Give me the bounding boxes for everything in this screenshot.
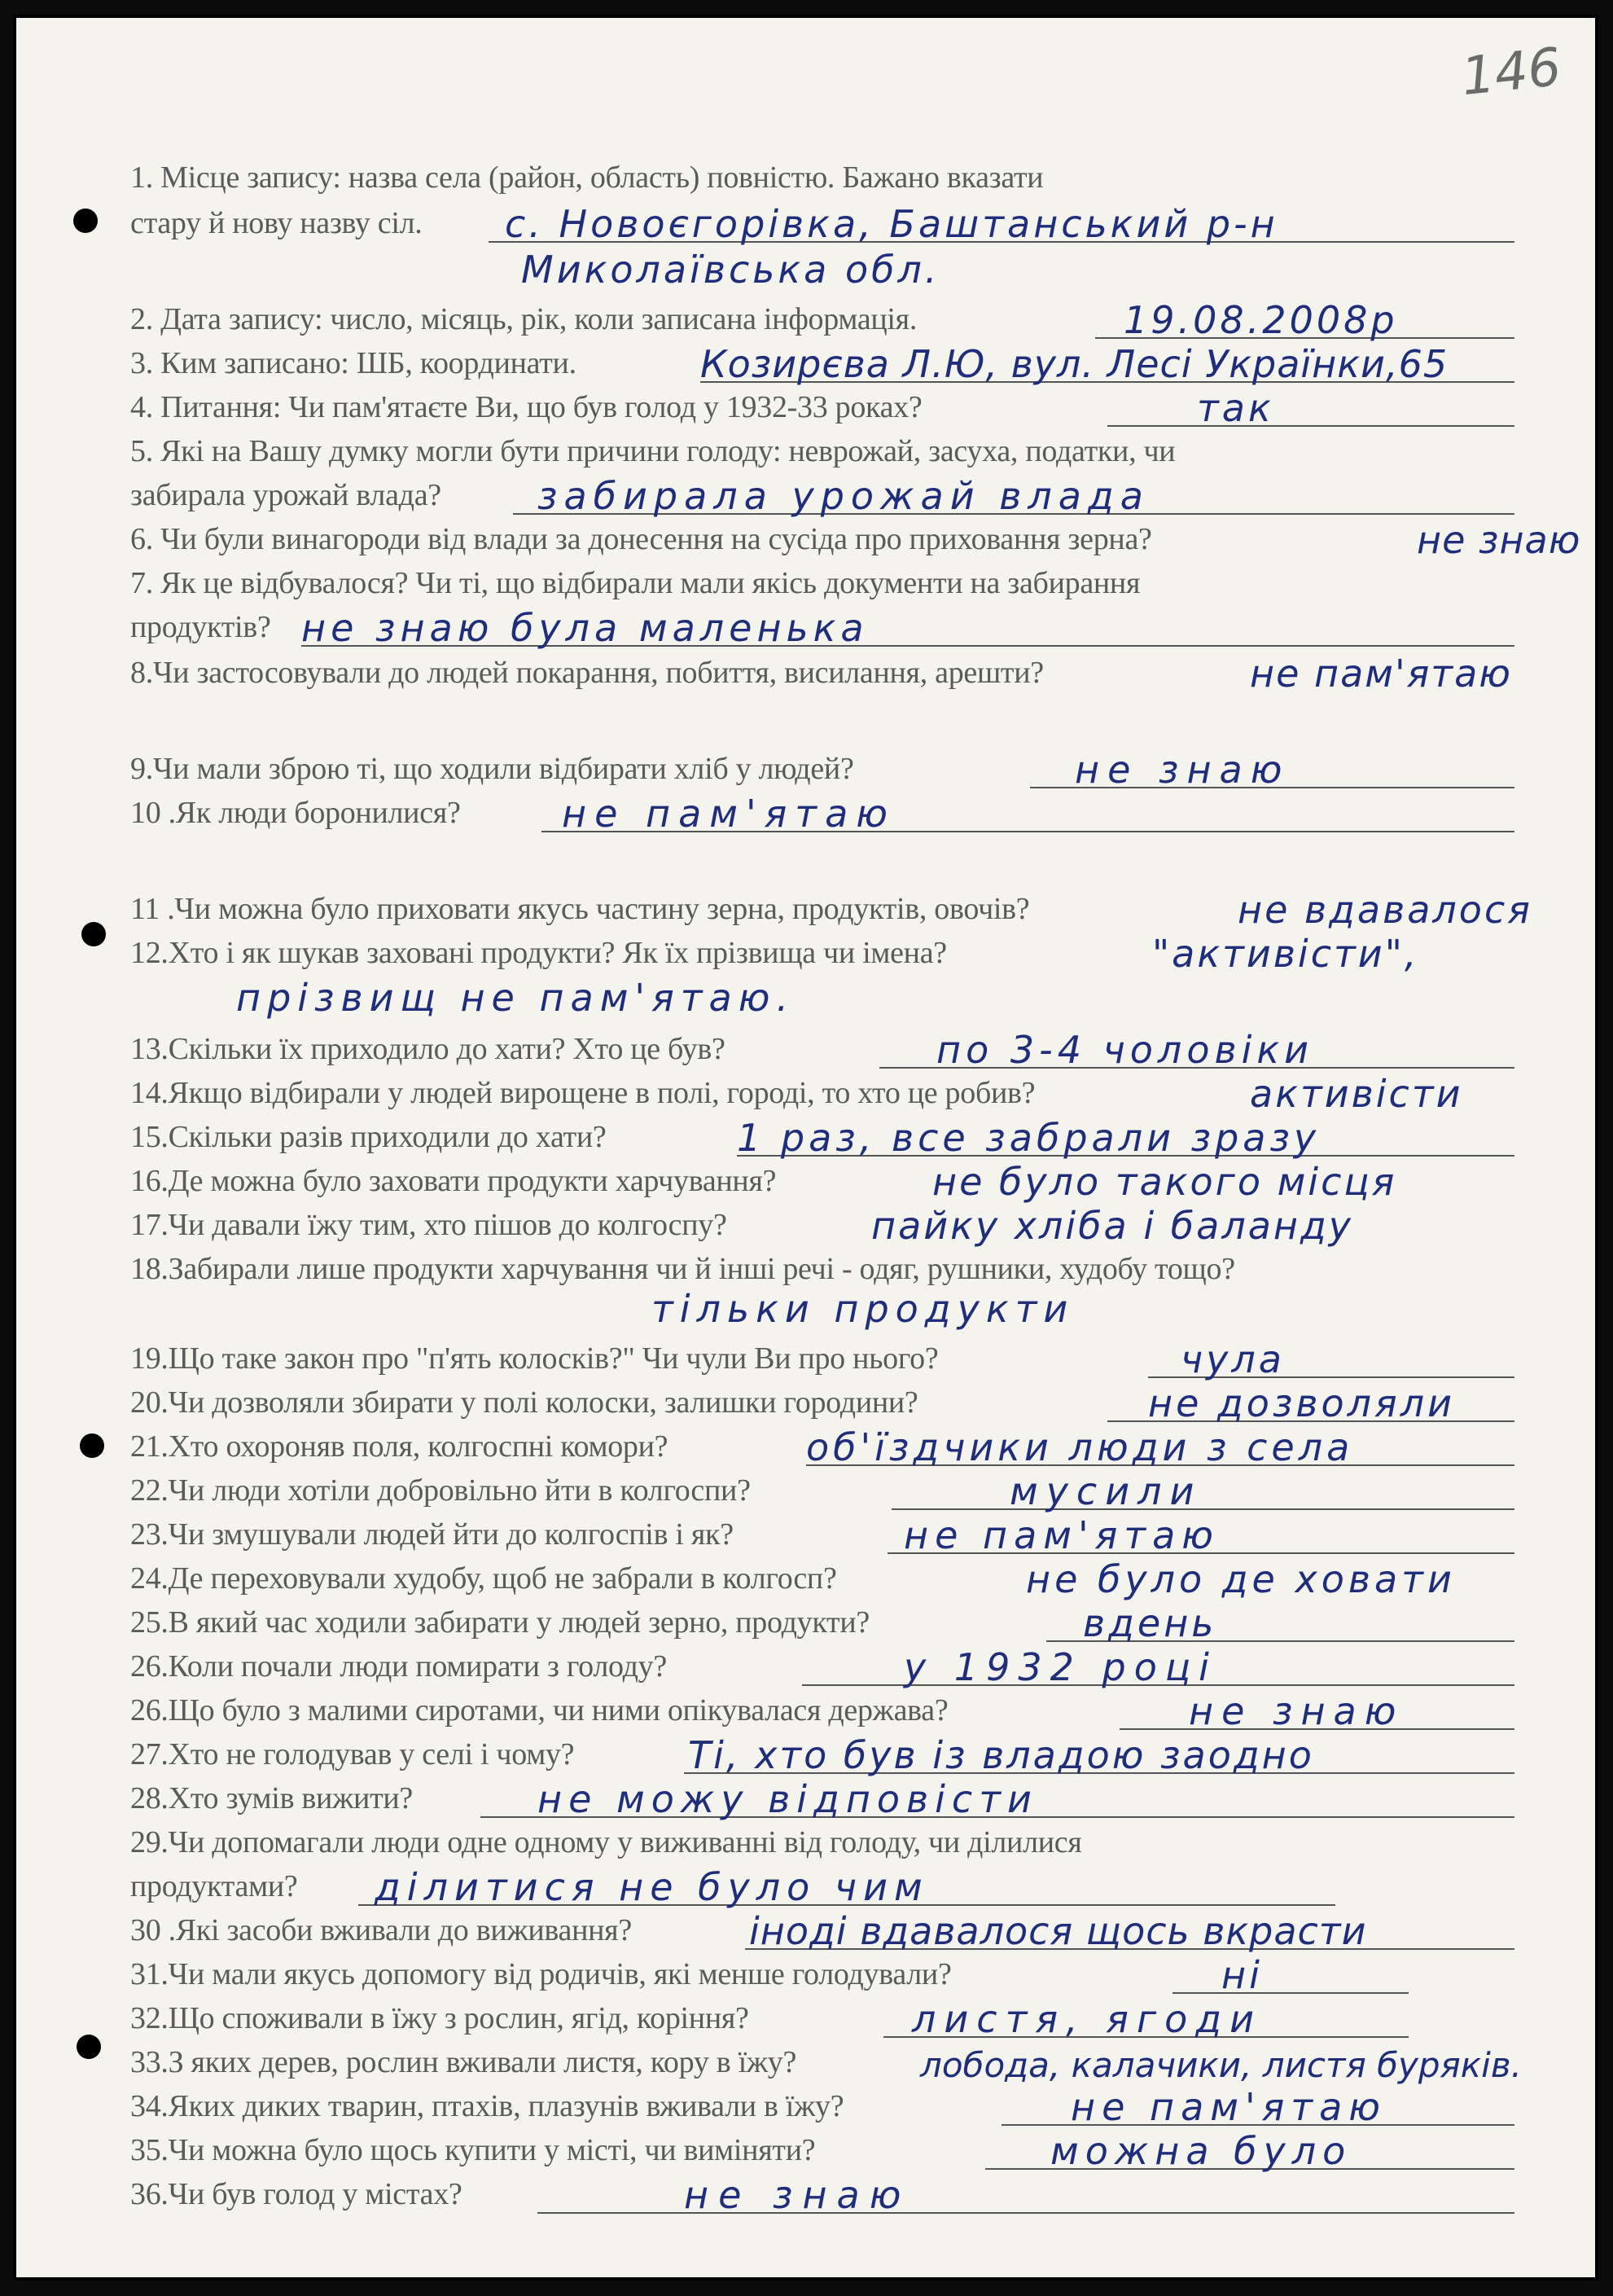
handwritten-answer: листя, ягоди	[912, 1997, 1262, 2041]
answer-line	[1107, 425, 1514, 427]
handwritten-answer: не знаю	[684, 2173, 911, 2217]
question-text: 27.Хто не голодував у селі і чому?	[130, 1737, 575, 1771]
question-text: 4. Питання: Чи пам'ятаєте Ви, що був голод у 1932-33 роках?	[130, 390, 923, 424]
question-text: 19.Що таке закон про "п'ять колосків?" Чи чули Ви про нього?	[130, 1341, 939, 1376]
handwritten-answer: ділитися не було чим	[375, 1865, 929, 1909]
question-text: 5. Які на Вашу думку могли бути причини голоду: неврожай, засуха, податки, чи	[130, 434, 1176, 468]
question-row	[130, 1953, 1514, 1997]
handwritten-answer: 19.08.2008р	[1124, 298, 1398, 342]
handwritten-answer: іноді вдавалося щось вкрасти	[749, 1909, 1367, 1953]
question-row	[130, 748, 1514, 792]
handwritten-answer: пайку хліба і баланду	[871, 1204, 1354, 1248]
question-row	[130, 342, 1514, 386]
question-row	[130, 1204, 1514, 1248]
question-row	[130, 2085, 1514, 2129]
question-text: 2. Дата запису: число, місяць, рік, коли записана інформація.	[130, 302, 918, 336]
answer-row	[130, 1287, 1514, 1331]
handwritten-answer: у 1932 році	[904, 1645, 1217, 1689]
question-text: 34.Яких диких тварин, птахів, плазунів вживали в їжу?	[130, 2089, 844, 2123]
question-row	[130, 1028, 1514, 1072]
question-row	[130, 518, 1581, 562]
handwritten-answer: Миколаївська обл.	[521, 248, 940, 292]
handwritten-answer: вдень	[1083, 1601, 1217, 1645]
question-row	[130, 1425, 1514, 1469]
handwritten-answer: не пам'ятаю	[562, 792, 896, 836]
page-number: 146	[1458, 37, 1564, 108]
handwritten-answer: не можу відповісти	[537, 1777, 1038, 1821]
question-text: 33.З яких дерев, рослин вживали листя, кору в їжу?	[130, 2045, 797, 2079]
question-row	[130, 1160, 1514, 1204]
question-text: 36.Чи був голод у містах?	[130, 2177, 462, 2211]
question-text: 8.Чи застосовували до людей покарання, побиття, висилання, арешти?	[130, 656, 1044, 690]
questionnaire-sheet	[13, 15, 1598, 2281]
question-text: 29.Чи допомагали люди одне одному у виживанні від голоду, чи ділилися	[130, 1825, 1082, 1859]
question-text: 15.Скільки разів приходили до хати?	[130, 1120, 607, 1154]
handwritten-answer: не пам'ятаю	[1250, 652, 1512, 696]
handwritten-answer: не знаю	[1417, 518, 1581, 562]
handwritten-answer: об'їздчики люди з села	[806, 1425, 1354, 1469]
question-row	[130, 1072, 1514, 1116]
question-text: 23.Чи змушували людей йти до колгоспів і як?	[130, 1517, 734, 1552]
handwritten-answer: прізвищ не пам'ятаю.	[236, 976, 796, 1020]
handwritten-answer: не пам'ятаю	[904, 1513, 1220, 1557]
handwritten-answer: активісти	[1250, 1072, 1463, 1116]
answer-line	[892, 1508, 1514, 1510]
question-text: 21.Хто охороняв поля, колгоспні комори?	[130, 1429, 668, 1464]
handwritten-answer: "активісти",	[1152, 932, 1419, 976]
question-row	[130, 1733, 1514, 1777]
question-text: 26.Що було з малими сиротами, чи ними опікувалася держава?	[130, 1693, 949, 1727]
handwritten-answer: забирала урожай влада	[537, 474, 1150, 518]
question-row	[130, 2173, 1514, 2217]
question-text: 30 .Які засоби вживали до виживання?	[130, 1913, 632, 1947]
question-text: 20.Чи дозволяли збирати у полі колоски, залишки городини?	[130, 1385, 918, 1420]
question-row	[130, 386, 1514, 430]
handwritten-answer: 1 раз, все забрали зразу	[737, 1116, 1321, 1160]
question-row	[130, 1997, 1514, 2041]
question-row	[130, 1469, 1514, 1513]
question-text: забирала урожай влада?	[130, 478, 441, 512]
question-text: 14.Якщо відбирали у людей вирощене в полі, городі, то хто це робив?	[130, 1076, 1036, 1110]
question-row	[130, 562, 1514, 606]
handwritten-answer: так	[1197, 386, 1274, 430]
question-row	[130, 2041, 1522, 2085]
question-row	[130, 652, 1514, 696]
answer-row	[130, 976, 1514, 1020]
question-text: 10 .Як люди боронилися?	[130, 796, 461, 830]
question-row	[130, 1601, 1514, 1645]
question-row	[130, 474, 1514, 518]
question-text: 1. Місце запису: назва села (район, область) повністю. Бажано вказати	[130, 160, 1044, 195]
question-text: 24.Де переховували худобу, щоб не забрали в колгосп?	[130, 1561, 837, 1596]
handwritten-answer: с. Новоєгорівка, Баштанський р-н	[505, 202, 1278, 246]
question-text: 26.Коли почали люди помирати з голоду?	[130, 1649, 667, 1684]
question-text: 7. Як це відбувалося? Чи ті, що відбирали мали якісь документи на забирання	[130, 566, 1141, 600]
question-row	[130, 156, 1514, 200]
handwritten-answer: не було де ховати	[1026, 1557, 1456, 1601]
question-row	[130, 1116, 1514, 1160]
question-text: продуктів?	[130, 610, 271, 644]
question-text: 17.Чи давали їжу тим, хто пішов до колгоспу?	[130, 1208, 727, 1242]
handwritten-answer: лобода, калачики, листя буряків.	[920, 2045, 1522, 2085]
question-row	[130, 430, 1514, 474]
question-text: стару й нову назву сіл.	[130, 206, 423, 240]
handwritten-answer: не знаю	[1189, 1689, 1405, 1733]
handwritten-answer: ні	[1221, 1953, 1263, 1997]
handwritten-answer: не знаю була маленька	[301, 606, 869, 650]
question-row	[130, 1645, 1514, 1689]
question-row	[130, 888, 1532, 932]
handwritten-answer: Ті, хто був із владою заодно	[688, 1733, 1314, 1777]
question-list	[16, 18, 1595, 2277]
handwritten-answer: по 3-4 чоловіки	[936, 1028, 1314, 1072]
question-text: 35.Чи можна було щось купити у місті, чи виміняти?	[130, 2133, 816, 2167]
handwritten-answer: Козирєва Л.Ю, вул. Лесі Українки,65	[700, 342, 1449, 386]
question-row	[130, 1513, 1514, 1557]
answer-line	[1172, 1992, 1409, 1994]
question-row	[130, 1381, 1514, 1425]
question-text: 12.Хто і як шукав заховані продукти? Як їх прізвища чи імена?	[130, 936, 947, 970]
question-row	[130, 1248, 1514, 1292]
question-text: 31.Чи мали якусь допомогу від родичів, які менше голодували?	[130, 1957, 952, 1991]
question-row	[130, 1909, 1514, 1953]
question-text: 3. Ким записано: ШБ, координати.	[130, 346, 576, 380]
question-row	[130, 792, 1514, 836]
question-text: 22.Чи люди хотіли добровільно йти в колгоспи?	[130, 1473, 751, 1508]
question-row	[130, 932, 1514, 976]
question-row	[130, 1865, 1514, 1909]
question-text: 13.Скільки їх приходило до хати? Хто це був?	[130, 1032, 725, 1066]
question-row	[130, 1777, 1514, 1821]
question-text: 25.В який час ходили забирати у людей зерно, продукти?	[130, 1605, 870, 1640]
question-text: 18.Забирали лише продукти харчування чи й інші речі - одяг, рушники, худобу тощо?	[130, 1252, 1235, 1286]
question-text: 28.Хто зумів вижити?	[130, 1781, 413, 1815]
handwritten-answer: не дозволяли	[1148, 1381, 1456, 1425]
handwritten-answer: не вдавалося	[1238, 888, 1532, 932]
question-row	[130, 202, 1514, 246]
question-text: 16.Де можна було заховати продукти харчування?	[130, 1164, 777, 1198]
handwritten-answer: мусили	[1010, 1469, 1203, 1513]
handwritten-answer: можна було	[1050, 2129, 1352, 2173]
question-text: 32.Що споживали в їжу з рослин, ягід, коріння?	[130, 2001, 749, 2035]
handwritten-answer: не пам'ятаю	[1071, 2085, 1387, 2129]
question-row	[130, 298, 1514, 342]
question-text: 11 .Чи можна було приховати якусь частину зерна, продуктів, овочів?	[130, 892, 1030, 926]
question-text: 6. Чи були винагороди від влади за донесення на сусіда про приховання зерна?	[130, 522, 1152, 556]
handwritten-answer: не знаю	[1075, 748, 1291, 792]
question-text: 9.Чи мали зброю ті, що ходили відбирати хліб у людей?	[130, 752, 854, 786]
answer-row	[130, 248, 1514, 292]
question-row	[130, 606, 1514, 650]
handwritten-answer: не було такого місця	[932, 1160, 1397, 1204]
question-row	[130, 1337, 1514, 1381]
question-row	[130, 2129, 1514, 2173]
question-text: продуктами?	[130, 1869, 298, 1903]
question-row	[130, 1821, 1514, 1865]
question-row	[130, 1557, 1514, 1601]
handwritten-answer: чула	[1181, 1337, 1285, 1381]
handwritten-answer: тільки продукти	[651, 1287, 1075, 1331]
question-row	[130, 1689, 1514, 1733]
